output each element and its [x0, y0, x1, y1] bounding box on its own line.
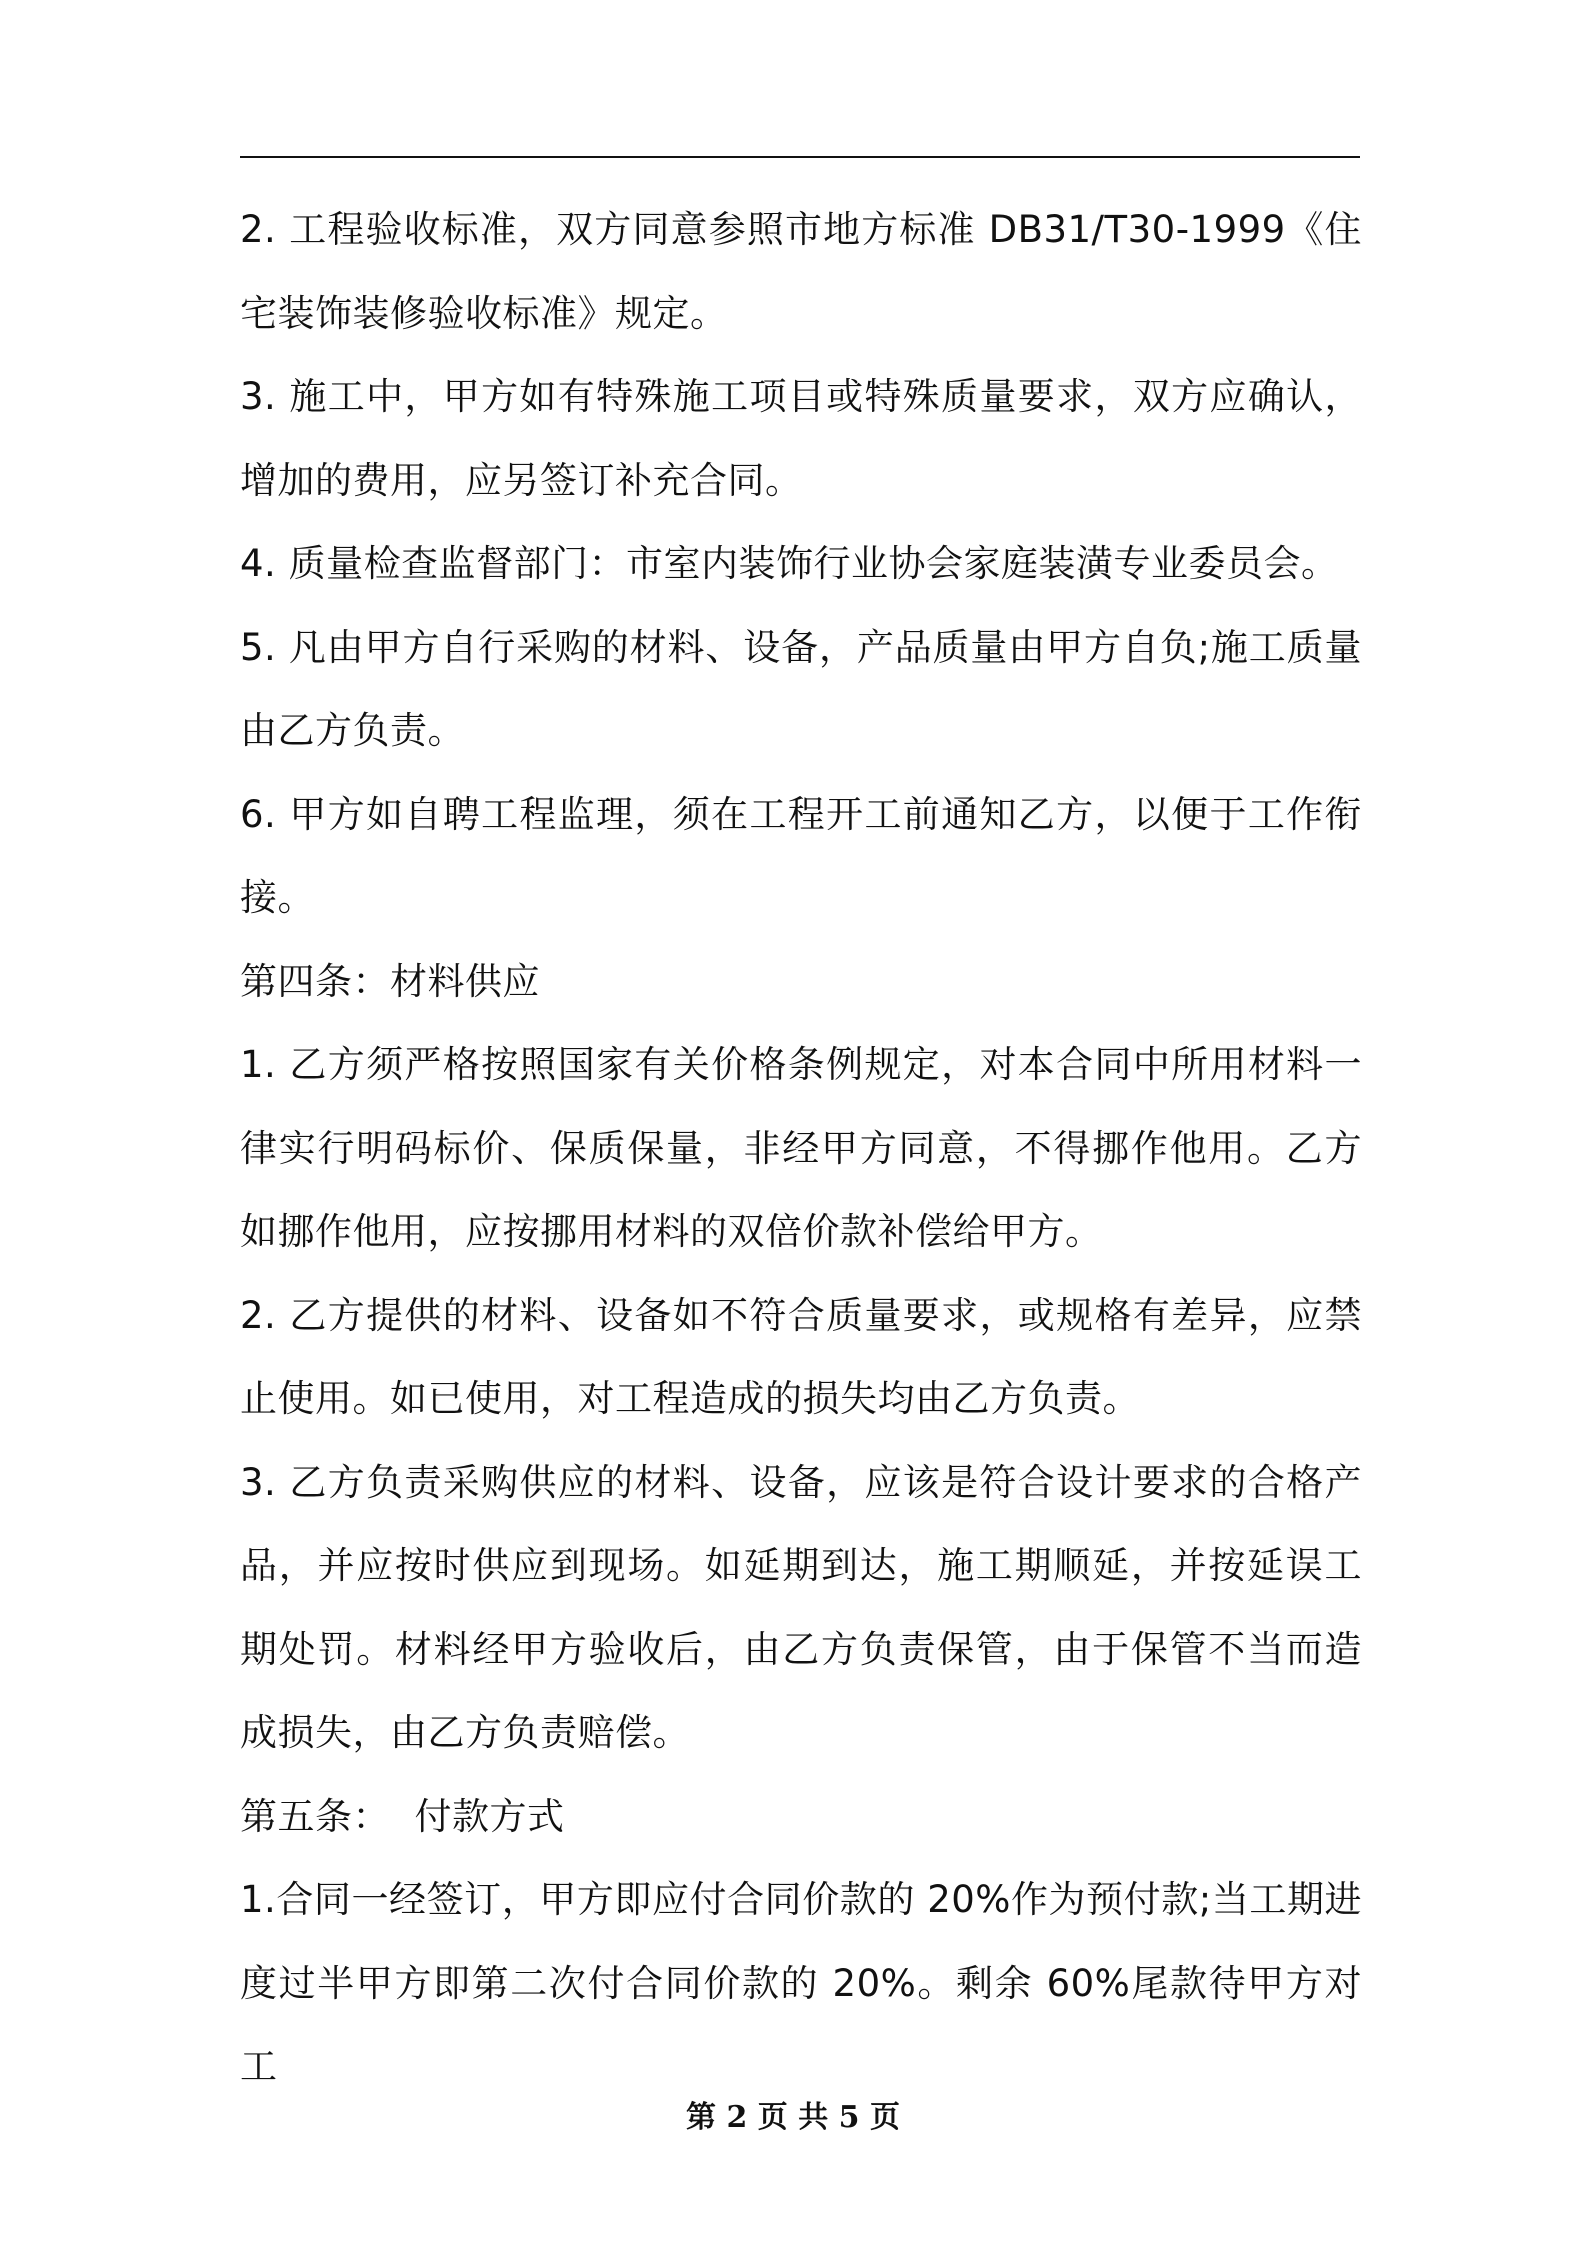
paragraph-acceptance-standard: 2. 工程验收标准，双方同意参照市地方标准 DB31/T30-1999《住宅装饰装修验收标准》规定。 — [240, 208, 1362, 335]
page-number-label: 第 2 页 共 5 页 — [686, 2100, 900, 2135]
paragraph-material-procurement: 3. 乙方负责采购供应的材料、设备，应该是符合设计要求的合格产品，并应按时供应到现场。如延期到达，施工期顺延，并按延误工期处罚。材料经甲方验收后，由乙方负责保管，由于保管不当而造成损失，由乙方负责赔偿。 — [240, 1460, 1362, 1754]
document-body — [240, 188, 1362, 2109]
paragraph-engineering-supervisor: 6. 甲方如自聘工程监理，须在工程开工前通知乙方，以便于工作衔接。 — [240, 792, 1362, 919]
paragraph-special-requirements: 3. 施工中，甲方如有特殊施工项目或特殊质量要求，双方应确认，增加的费用，应另签订补充合同。 — [240, 375, 1362, 502]
header-rule — [240, 156, 1360, 158]
paragraph-payment-schedule: 1.合同一经签订，甲方即应付合同价款的 20%作为预付款;当工期进度过半甲方即第二次付合同价款的 20%。剩余 60%尾款待甲方对工 — [240, 1878, 1362, 2088]
page-footer — [0, 2098, 1586, 2138]
section-heading-payment-method: 第五条： 付款方式 — [240, 1794, 565, 1838]
section-heading-material-supply: 第四条：材料供应 — [240, 959, 540, 1003]
paragraph-supervision-department: 4. 质量检查监督部门：市室内装饰行业协会家庭装潢专业委员会。 — [240, 542, 1339, 585]
paragraph-self-purchased-materials: 5. 凡由甲方自行采购的材料、设备，产品质量由甲方自负;施工质量由乙方负责。 — [240, 625, 1362, 752]
paragraph-material-pricing: 1. 乙方须严格按照国家有关价格条例规定，对本合同中所用材料一律实行明码标价、保质保量，非经甲方同意，不得挪作他用。乙方如挪作他用，应按挪用材料的双倍价款补偿给甲方。 — [240, 1043, 1362, 1253]
paragraph-material-quality: 2. 乙方提供的材料、设备如不符合质量要求，或规格有差异，应禁止使用。如已使用，对工程造成的损失均由乙方负责。 — [240, 1293, 1362, 1420]
